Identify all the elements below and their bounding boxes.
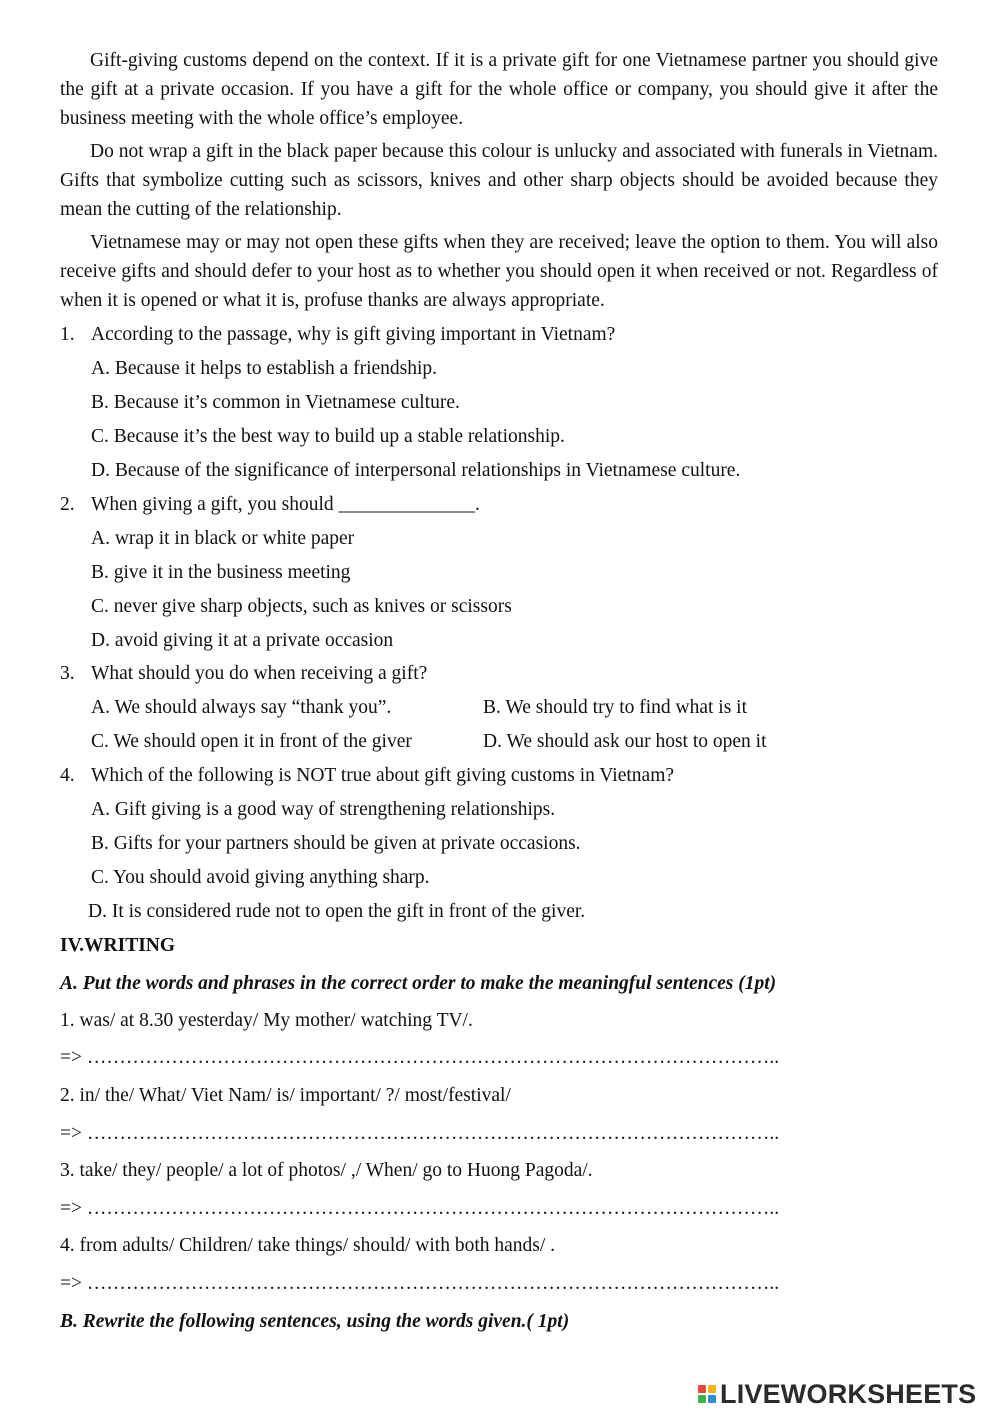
logo-text: LIVEWORKSHEETS <box>720 1378 977 1409</box>
logo-mark-icon <box>698 1385 716 1403</box>
reorder-item-1: 1. was/ at 8.30 yesterday/ My mother/ watching TV/. <box>60 1010 473 1031</box>
q1-option-c[interactable]: C. Because it’s the best way to build up a stable relationship. <box>91 426 565 447</box>
q3-option-a[interactable]: A. We should always say “thank you”. <box>91 697 392 718</box>
question-text: According to the passage, why is gift giving important in Vietnam? <box>91 324 616 345</box>
q4-option-b[interactable]: B. Gifts for your partners should be given at private occasions. <box>91 833 581 854</box>
question-number: 4. <box>60 765 75 786</box>
passage-paragraph-1: Gift-giving customs depend on the context. If it is a private gift for one Vietnamese partner you should give the gift at a private occasion. If you have a gift for the whole office or company, you should give it after the business meeting with the whole office’s employee. <box>60 50 938 129</box>
answer-line-1[interactable]: => …………………………………………………………………………………………….. <box>60 1047 780 1068</box>
logo-square <box>698 1395 706 1403</box>
liveworksheets-logo <box>698 1378 976 1410</box>
logo-square <box>698 1385 706 1393</box>
question-number: 1. <box>60 324 75 345</box>
task-a-instruction: A. Put the words and phrases in the correct order to make the meaningful sentences (1pt) <box>60 973 777 994</box>
task-b-instruction: B. Rewrite the following sentences, using the words given.( 1pt) <box>60 1311 570 1332</box>
q2-option-c[interactable]: C. never give sharp objects, such as knives or scissors <box>91 596 512 617</box>
writing-heading: IV.WRITING <box>60 935 176 956</box>
q4-option-d[interactable]: D. It is considered rude not to open the gift in front of the giver. <box>88 901 586 922</box>
reorder-item-4: 4. from adults/ Children/ take things/ should/ with both hands/ . <box>60 1235 556 1256</box>
q4-option-c[interactable]: C. You should avoid giving anything sharp. <box>91 867 430 888</box>
q1-option-b[interactable]: B. Because it’s common in Vietnamese culture. <box>91 392 460 413</box>
q3-option-b[interactable]: B. We should try to find what is it <box>483 697 748 718</box>
answer-line-4[interactable]: => …………………………………………………………………………………………….. <box>60 1273 780 1294</box>
question-text: Which of the following is NOT true about gift giving customs in Vietnam? <box>91 765 675 786</box>
q1-option-a[interactable]: A. Because it helps to establish a friendship. <box>91 358 438 379</box>
q4-option-a[interactable]: A. Gift giving is a good way of strengthening relationships. <box>91 799 556 820</box>
q3-option-c[interactable]: C. We should open it in front of the giver <box>91 731 412 752</box>
logo-square <box>708 1395 716 1403</box>
q1-option-d[interactable]: D. Because of the significance of interpersonal relationships in Vietnamese culture. <box>91 460 741 481</box>
question-1 <box>60 322 615 348</box>
question-text: When giving a gift, you should ______________. <box>91 494 480 515</box>
q2-option-d[interactable]: D. avoid giving it at a private occasion <box>91 630 394 651</box>
answer-line-2[interactable]: => …………………………………………………………………………………………….. <box>60 1123 780 1144</box>
logo-square <box>708 1385 716 1393</box>
q2-option-b[interactable]: B. give it in the business meeting <box>91 562 351 583</box>
question-number: 3. <box>60 663 75 684</box>
reorder-item-3: 3. take/ they/ people/ a lot of photos/ ,/ When/ go to Huong Pagoda/. <box>60 1160 593 1181</box>
reorder-item-2: 2. in/ the/ What/ Viet Nam/ is/ important/ ?/ most/festival/ <box>60 1085 511 1106</box>
passage-paragraph-2: Do not wrap a gift in the black paper because this colour is unlucky and associated with funerals in Vietnam. Gifts that symbolize cutting such as scissors, knives and other sharp objects should be avoided because they mean the cutting of the relationship. <box>60 141 938 220</box>
q2-option-a[interactable]: A. wrap it in black or white paper <box>91 528 355 549</box>
question-number: 2. <box>60 494 75 515</box>
answer-line-3[interactable]: => …………………………………………………………………………………………….. <box>60 1198 780 1219</box>
question-3 <box>60 661 427 687</box>
question-4 <box>60 763 674 789</box>
question-text: What should you do when receiving a gift? <box>91 663 428 684</box>
q3-option-d[interactable]: D. We should ask our host to open it <box>483 731 767 752</box>
question-2 <box>60 492 480 518</box>
passage-paragraph-3: Vietnamese may or may not open these gifts when they are received; leave the option to them. You will also receive gifts and should defer to your host as to whether you should open it when received or not. Regardless of when it is opened or what it is, profuse thanks are always appropriate. <box>60 232 938 311</box>
